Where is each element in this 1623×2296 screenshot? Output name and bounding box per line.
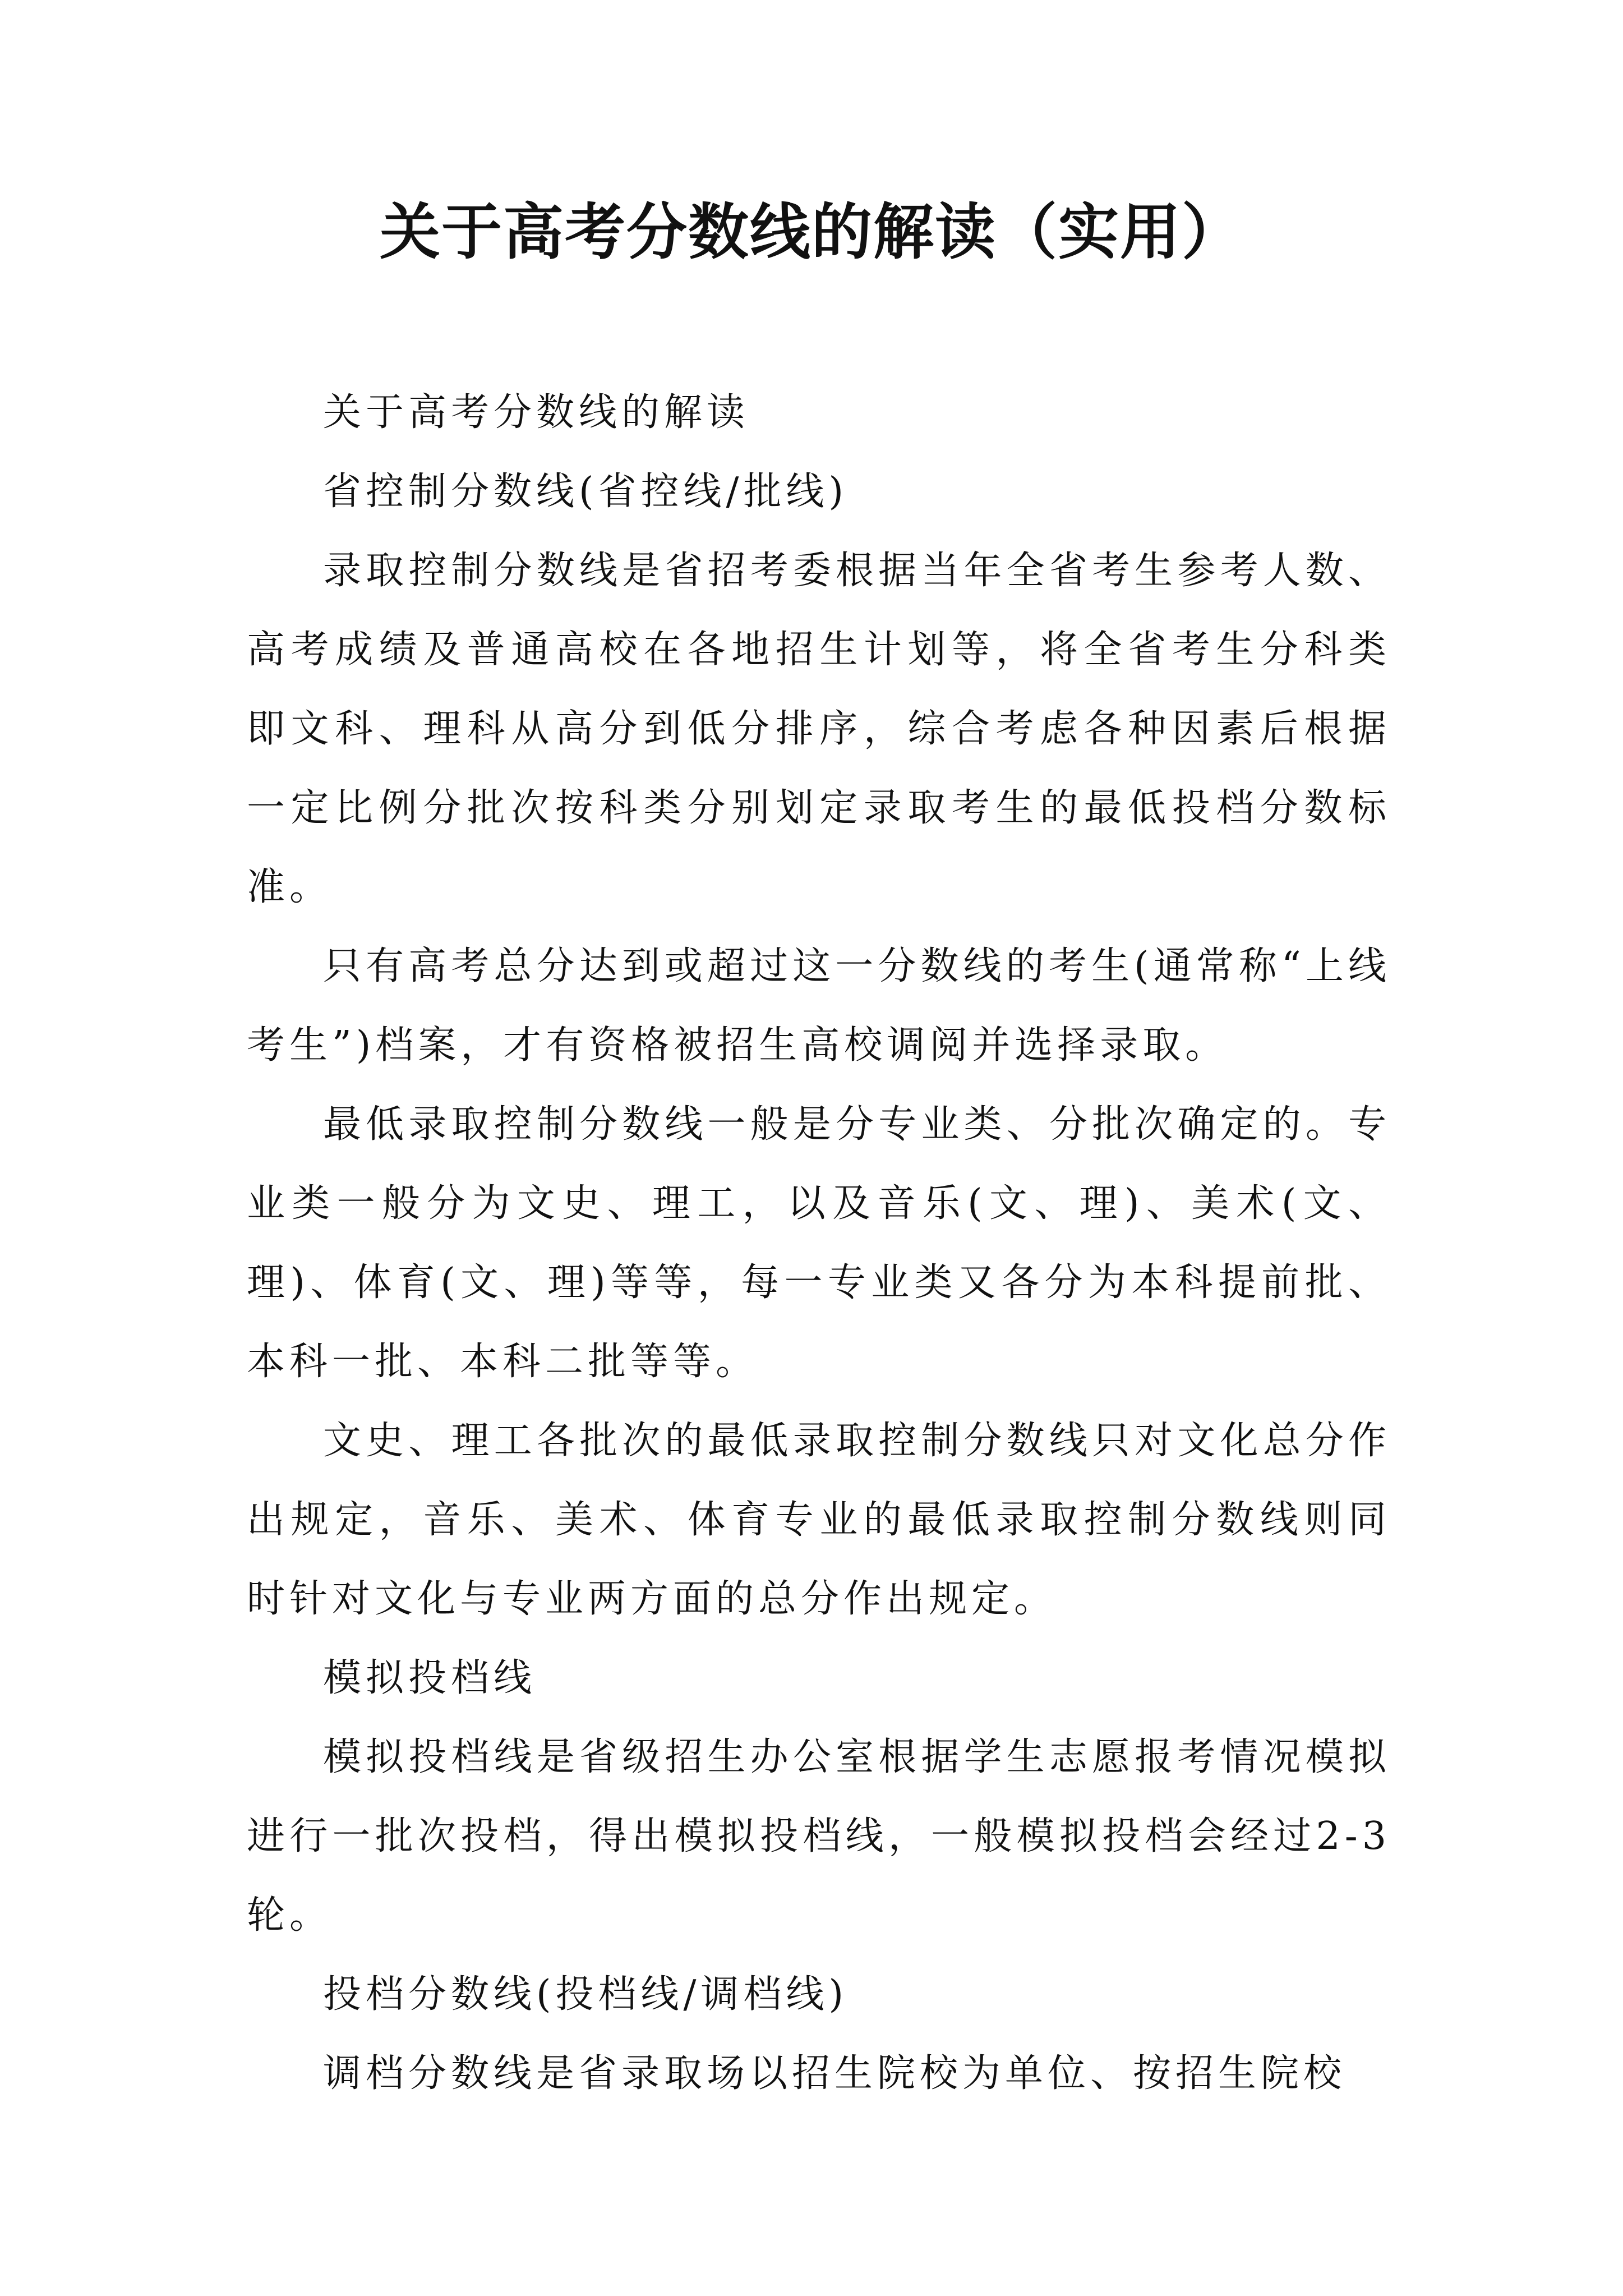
paragraph-heading-provincial-line: 省控制分数线(省控线/批线) xyxy=(323,470,848,514)
paragraph-heading-simulated-line: 模拟投档线 xyxy=(323,1656,537,1700)
paragraph-heading-filing-line: 投档分数线(投档线/调档线) xyxy=(323,1972,848,2017)
paragraph-qualified-candidates: 只有高考总分达到或超过这一分数线的考生(通常称“上线考生”)档案，才有资格被招生高校调阅并选择录取。 xyxy=(247,944,1391,1068)
document-title: 关于高考分数线的解读（实用） xyxy=(379,197,1243,268)
paragraph-culture-and-major-scores: 文史、理工各批次的最低录取控制分数线只对文化总分作出规定，音乐、美术、体育专业的最低录取控制分数线则同时针对文化与专业两方面的总分作出规定。 xyxy=(247,1419,1391,1621)
paragraph-heading-intro: 关于高考分数线的解读 xyxy=(323,390,750,435)
paragraph-filing-line-definition: 调档分数线是省录取场以招生院校为单位、按招生院校 xyxy=(323,2051,1347,2096)
paragraph-provincial-line-definition: 录取控制分数线是省招考委根据当年全省考生参考人数、高考成绩及普通高校在各地招生计划等，将全省考生分科类即文科、理科从高分到低分排序，综合考虑各种因素后根据一定比例分批次按科类分别划定录取考生的最低投档分数标准。 xyxy=(247,549,1391,909)
document-body xyxy=(247,373,1391,2113)
paragraph-categories-batches: 最低录取控制分数线一般是分专业类、分批次确定的。专业类一般分为文史、理工，以及音乐(文、理)、美术(文、理)、体育(文、理)等等，每一专业类又各分为本科提前批、本科一批、本科二批等等。 xyxy=(247,1102,1391,1384)
paragraph-simulated-line-definition: 模拟投档线是省级招生办公室根据学生志愿报考情况模拟进行一批次投档，得出模拟投档线，一般模拟投档会经过2-3轮。 xyxy=(247,1735,1391,1938)
